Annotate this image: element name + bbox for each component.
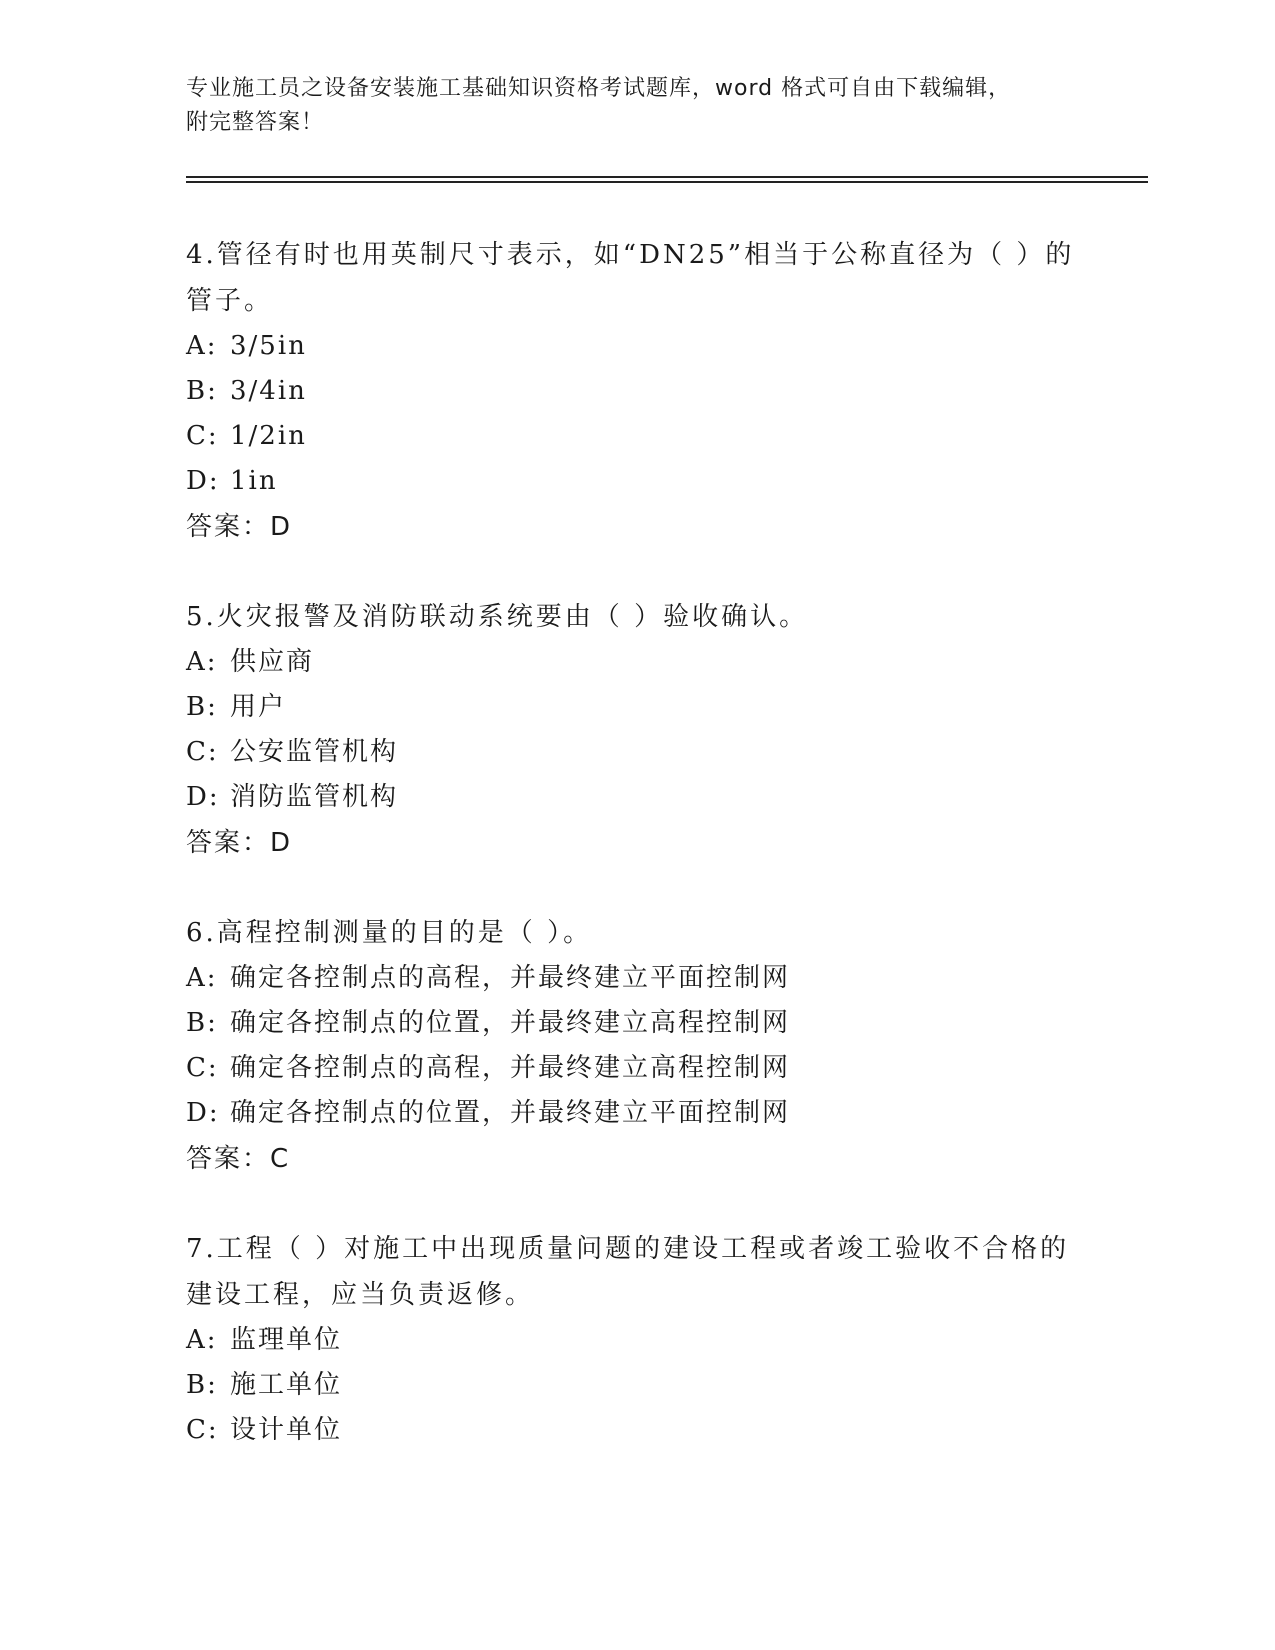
question-5 xyxy=(186,594,1086,866)
header-rule-top xyxy=(186,176,1148,178)
option-a xyxy=(186,640,1086,685)
question-text-line-1: 4.管径有时也用英制尺寸表示，如“DN25”相当于公称直径为（ ）的 xyxy=(186,240,1075,270)
option-text: 确定各控制点的高程，并最终建立高程控制网 xyxy=(230,1053,791,1083)
option-c xyxy=(186,730,1086,775)
option-a xyxy=(186,956,1086,1001)
option-d xyxy=(186,775,1086,820)
option-key: A: xyxy=(186,963,218,993)
option-c xyxy=(186,1408,1086,1453)
answer: 答案：D xyxy=(186,828,293,858)
option-a xyxy=(186,1318,1086,1363)
header-line-2: 附完整答案！ xyxy=(186,110,325,135)
option-text: 施工单位 xyxy=(230,1370,343,1400)
option-text: 监理单位 xyxy=(230,1325,343,1355)
question-7 xyxy=(186,1226,1086,1453)
option-text: 3/4in xyxy=(230,376,307,406)
document-header xyxy=(186,72,1086,140)
question-6 xyxy=(186,910,1086,1182)
question-text xyxy=(186,594,1086,640)
option-key: D: xyxy=(186,466,220,496)
option-d xyxy=(186,1091,1086,1136)
option-key: A: xyxy=(186,331,218,361)
option-text: 供应商 xyxy=(230,647,315,677)
question-text-line-1: 5.火灾报警及消防联动系统要由（ ）验收确认。 xyxy=(186,602,809,632)
option-b xyxy=(186,685,1086,730)
question-text-line-1: 7.工程（ ）对施工中出现质量问题的建设工程或者竣工验收不合格的 xyxy=(186,1234,1070,1264)
header-line-1: 专业施工员之设备安装施工基础知识资格考试题库，word 格式可自由下载编辑， xyxy=(186,76,1012,101)
option-text: 确定各控制点的位置，并最终建立平面控制网 xyxy=(230,1098,791,1128)
option-text: 公安监管机构 xyxy=(230,737,399,767)
question-text xyxy=(186,232,1086,324)
header-rule-bottom xyxy=(186,181,1148,183)
option-key: A: xyxy=(186,647,218,677)
option-b xyxy=(186,1001,1086,1046)
option-key: B: xyxy=(186,692,218,722)
option-key: C: xyxy=(186,421,219,451)
option-text: 消防监管机构 xyxy=(230,782,399,812)
question-text-line-2: 建设工程，应当负责返修。 xyxy=(186,1280,535,1310)
option-key: B: xyxy=(186,376,218,406)
answer: 答案：C xyxy=(186,1144,291,1174)
answer: 答案：D xyxy=(186,512,293,542)
option-key: C: xyxy=(186,737,219,767)
option-text: 确定各控制点的高程，并最终建立平面控制网 xyxy=(230,963,791,993)
question-text xyxy=(186,910,1086,956)
option-c xyxy=(186,414,1086,459)
option-text: 1/2in xyxy=(230,421,307,451)
option-key: C: xyxy=(186,1053,219,1083)
option-text: 1in xyxy=(230,466,278,496)
option-key: D: xyxy=(186,1098,220,1128)
option-key: A: xyxy=(186,1325,218,1355)
option-d xyxy=(186,459,1086,504)
option-text: 设计单位 xyxy=(230,1415,343,1445)
question-text xyxy=(186,1226,1086,1318)
question-list xyxy=(186,232,1086,1497)
option-b xyxy=(186,1363,1086,1408)
option-key: D: xyxy=(186,782,220,812)
option-b xyxy=(186,369,1086,414)
option-c xyxy=(186,1046,1086,1091)
question-text-line-2: 管子。 xyxy=(186,286,274,316)
option-text: 确定各控制点的位置，并最终建立高程控制网 xyxy=(230,1008,791,1038)
option-key: C: xyxy=(186,1415,219,1445)
option-key: B: xyxy=(186,1370,218,1400)
question-text-line-1: 6.高程控制测量的目的是（ ）。 xyxy=(186,918,593,948)
option-key: B: xyxy=(186,1008,218,1038)
option-text: 用户 xyxy=(230,692,287,722)
option-text: 3/5in xyxy=(230,331,307,361)
question-4 xyxy=(186,232,1086,550)
option-a xyxy=(186,324,1086,369)
